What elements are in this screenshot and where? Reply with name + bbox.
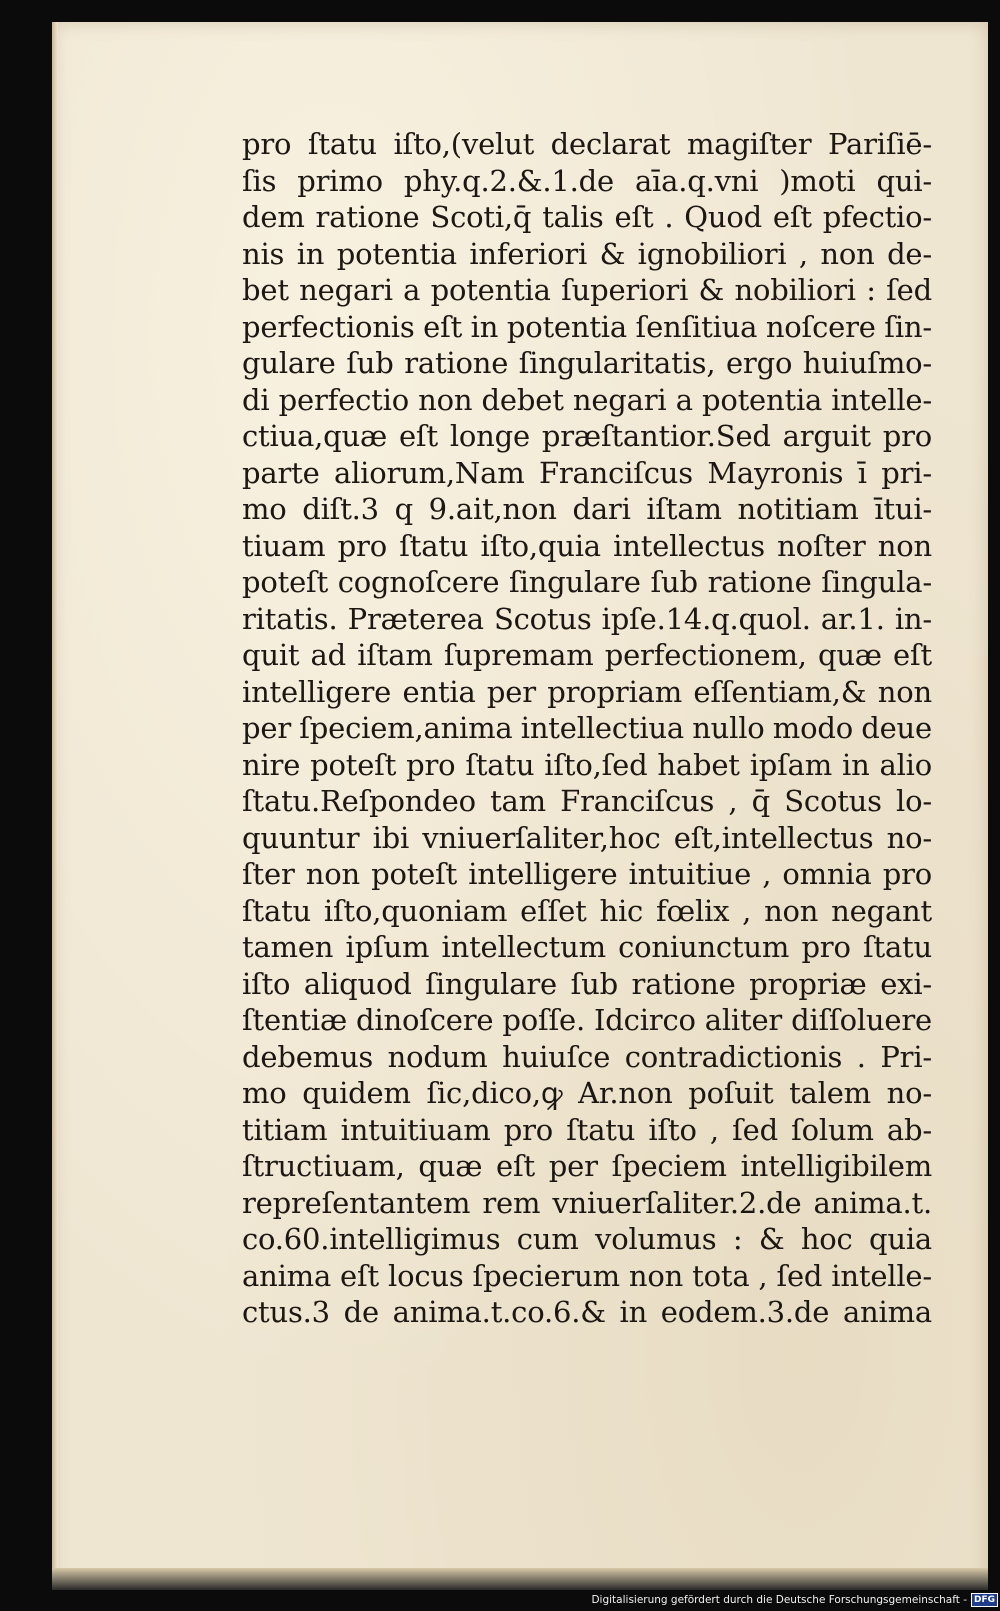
text-line: ſter non poteſt intelligere intuitiue , omnia pro (242, 857, 932, 891)
text-line: ſtatu iſto,quoniam eſſet hic fœlix , non negant (242, 893, 932, 928)
text-line: mo diſt.3 q 9.ait,non dari iſtam notitiam ītui- (242, 492, 932, 526)
text-line: quuntur ibi vniuerſaliter,hoc eſt,intellectus no- (242, 820, 932, 855)
text-line: bet negari a potentia ſuperiori & nobiliori : ſed (242, 273, 932, 307)
page-edge (52, 22, 58, 1590)
text-line: debemus nodum huiuſce contradictionis . Pri- (242, 1039, 932, 1074)
text-line: ſtatu.Reſpondeo tam Franciſcus , q̄ Scotus lo- (242, 784, 932, 818)
page-bottom-edge (52, 1568, 988, 1590)
page-text-block (242, 126, 932, 1331)
text-line: ſtructiuam, quæ eſt per ſpeciem intelligibilem (242, 1149, 932, 1183)
text-line: ſtentiæ dinoſcere poſſe. Idcirco aliter diſſoluere (242, 1003, 932, 1037)
text-line: ritatis. Præterea Scotus ipſe.14.q.quol. ar.1. in- (242, 601, 932, 636)
text-line: nire poteſt pro ſtatu iſto,ſed habet ipſam in alio (242, 747, 932, 782)
text-line: pro ſtatu iſto,(velut declarat magiſter Pariſiē- (242, 127, 932, 161)
text-line: ctus.3 de anima.t.co.6.& in eodem.3.de anima (242, 1295, 932, 1329)
footer-credit-text: Digitalisierung gefördert durch die Deutsche Forschungsgemeinschaft - (591, 1594, 967, 1606)
text-line: repreſentantem rem vniuerſaliter.2.de anima.t. (242, 1185, 932, 1220)
text-line: ctiua,quæ eſt longe præſtantior.Sed arguit pro (242, 419, 932, 453)
text-line: parte aliorum,Nam Franciſcus Mayronis ī pri- (242, 455, 932, 490)
text-line: gulare ſub ratione ſingularitatis, ergo huiuſmo- (242, 346, 932, 380)
text-line: dem ratione Scoti,q̄ talis eſt . Quod eſt pfectio- (242, 200, 932, 234)
text-line: iſto aliquod ſingulare ſub ratione propriæ exi- (242, 966, 932, 1001)
text-line: nis in potentia inferiori & ignobiliori , non de- (242, 236, 932, 271)
dfg-logo: DFG (971, 1593, 998, 1607)
text-line: quit ad iſtam ſupremam perfectionem, quæ eſt (242, 638, 932, 672)
text-line: titiam intuitiuam pro ſtatu iſto , ſed ſolum ab- (242, 1112, 932, 1147)
text-line: co.60.intelligimus cum volumus : & hoc quia (242, 1222, 932, 1256)
digitization-footer (591, 1591, 998, 1609)
text-line: tiuam pro ſtatu iſto,quia intellectus noſter non (242, 528, 932, 563)
text-line: ſis primo phy.q.2.&.1.de aīa.q.vni )moti qui- (242, 163, 932, 198)
text-line: per ſpeciem,anima intellectiua nullo modo deue (242, 711, 932, 745)
text-line: poteſt cognoſcere ſingulare ſub ratione ſingula- (242, 565, 932, 599)
text-line: intelligere entia per propriam eſſentiam,& non (242, 674, 932, 709)
text-line: anima eſt locus ſpecierum non tota , ſed intelle- (242, 1258, 932, 1293)
text-line: mo quidem ſic,dico,ꝙ Ar.non poſuit talem no- (242, 1076, 932, 1110)
text-line: tamen ipſum intellectum coniunctum pro ſtatu (242, 930, 932, 964)
text-line: di perfectio non debet negari a potentia intelle- (242, 382, 932, 417)
text-line: perfectionis eſt in potentia ſenſitiua noſcere ſin- (242, 309, 932, 344)
